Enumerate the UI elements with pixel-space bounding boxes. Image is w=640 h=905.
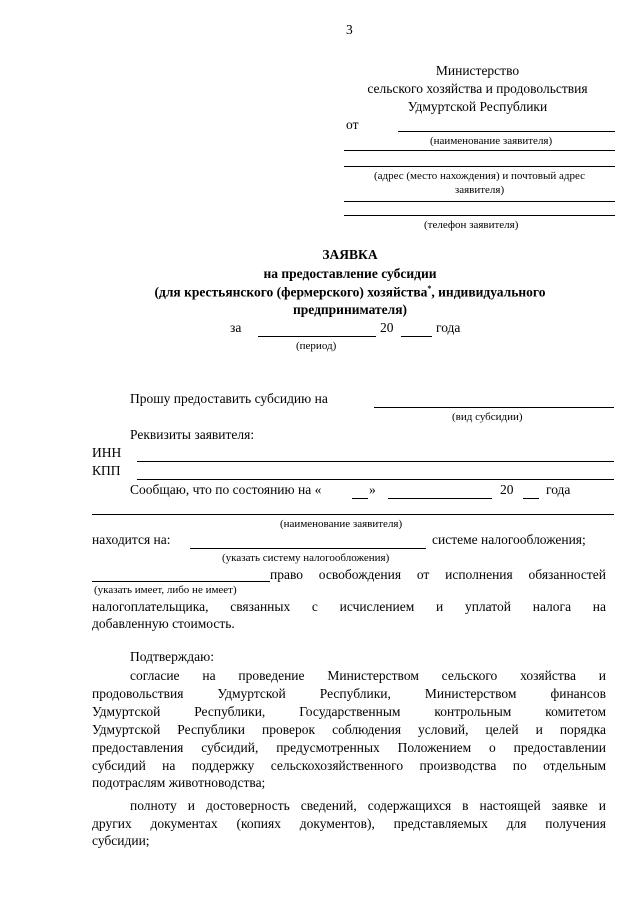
- phone-caption: (телефон заявителя): [424, 219, 519, 231]
- exemption-field[interactable]: [92, 581, 270, 582]
- inn-label: ИНН: [92, 445, 122, 460]
- tax-system-caption: (указать систему налогообложения): [222, 552, 390, 564]
- confirm-p1-line-3: Удмуртской Республики, Государственным контрольным комитетом: [92, 704, 606, 719]
- from-label: от: [346, 117, 359, 132]
- confirm-p1-line-7: подотраслям животноводства;: [92, 775, 266, 790]
- addressee-line-2: сельского хозяйства и продовольствия: [367, 81, 588, 96]
- document-title: ЗАЯВКА: [322, 247, 378, 262]
- confirm-p1-line-5: предоставления субсидий, предусмотренных Положением о предоставлении: [92, 740, 606, 755]
- subsidy-type-field[interactable]: [374, 407, 614, 408]
- applicant-name-field[interactable]: [398, 131, 615, 132]
- report-year-prefix: 20: [500, 482, 514, 497]
- address-field-2[interactable]: [344, 201, 615, 202]
- phone-field[interactable]: [344, 215, 615, 216]
- addressee-line-3: Удмуртской Республики: [407, 99, 548, 114]
- applicant-name-caption: (наименование заявителя): [430, 135, 553, 147]
- period-field[interactable]: [258, 336, 376, 337]
- inn-field[interactable]: [137, 461, 614, 462]
- report-close-quote: »: [369, 482, 376, 497]
- kpp-label: КПП: [92, 463, 121, 478]
- title-line-3: (для крестьянского (фермерского) хозяйства*, индивидуального: [154, 284, 546, 300]
- vat-line-2: добавленную стоимость.: [92, 616, 235, 631]
- address-caption-2: заявителя): [454, 184, 505, 196]
- kpp-field[interactable]: [137, 479, 614, 480]
- address-field[interactable]: [344, 166, 615, 167]
- address-caption-1: (адрес (место нахождения) и почтовый адрес: [373, 170, 586, 182]
- exemption-caption: (указать имеет, либо не имеет): [94, 584, 237, 596]
- report-name-field[interactable]: [92, 514, 614, 515]
- report-year-field[interactable]: [523, 498, 539, 499]
- tax-system-suffix: системе налогообложения;: [432, 532, 586, 547]
- confirm-p1-line-6: субсидий на поддержку сельскохозяйственного производства по отдельным: [92, 758, 606, 773]
- report-day-field[interactable]: [352, 498, 368, 499]
- request-text: Прошу предоставить субсидию на: [130, 391, 328, 406]
- period-caption: (период): [296, 340, 337, 352]
- confirm-p1-line-1: согласие на проведение Министерством сельского хозяйства и: [130, 668, 606, 683]
- requisites-heading: Реквизиты заявителя:: [130, 427, 255, 442]
- report-name-caption: (наименование заявителя): [280, 518, 403, 530]
- report-month-field[interactable]: [388, 498, 492, 499]
- located-on-label: находится на:: [92, 532, 171, 547]
- applicant-name-field-2[interactable]: [344, 150, 615, 151]
- tax-system-field[interactable]: [190, 548, 426, 549]
- exemption-right-text: право освобождения от исполнения обязанностей: [270, 567, 606, 582]
- confirm-p2-line-3: субсидии;: [92, 833, 150, 848]
- period-year-suffix: года: [436, 320, 461, 335]
- title-line-4: предпринимателя): [292, 302, 408, 317]
- subsidy-type-caption: (вид субсидии): [452, 411, 523, 423]
- confirm-p2-line-2: других документах (копиях документов), представляемых для получения: [92, 816, 606, 831]
- report-text: Сообщаю, что по состоянию на «: [130, 482, 322, 497]
- confirm-p1-line-4: Удмуртской Республики проверок соблюдения условий, целей и порядка: [92, 722, 606, 737]
- vat-line-1: налогоплательщика, связанных с исчислением и уплатой налога на: [92, 599, 606, 614]
- title-line-2: на предоставление субсидии: [263, 266, 437, 281]
- report-year-suffix: года: [546, 482, 571, 497]
- addressee-line-1: Министерство: [435, 63, 520, 78]
- period-za-label: за: [230, 320, 242, 335]
- page-number: 3: [346, 22, 353, 37]
- period-year-field[interactable]: [401, 336, 432, 337]
- confirm-heading: Подтверждаю:: [130, 649, 214, 664]
- confirm-p2-line-1: полноту и достоверность сведений, содержащихся в настоящей заявке и: [130, 798, 606, 813]
- confirm-p1-line-2: продовольствия Удмуртской Республики, Министерством финансов: [92, 686, 606, 701]
- period-year-prefix: 20: [380, 320, 394, 335]
